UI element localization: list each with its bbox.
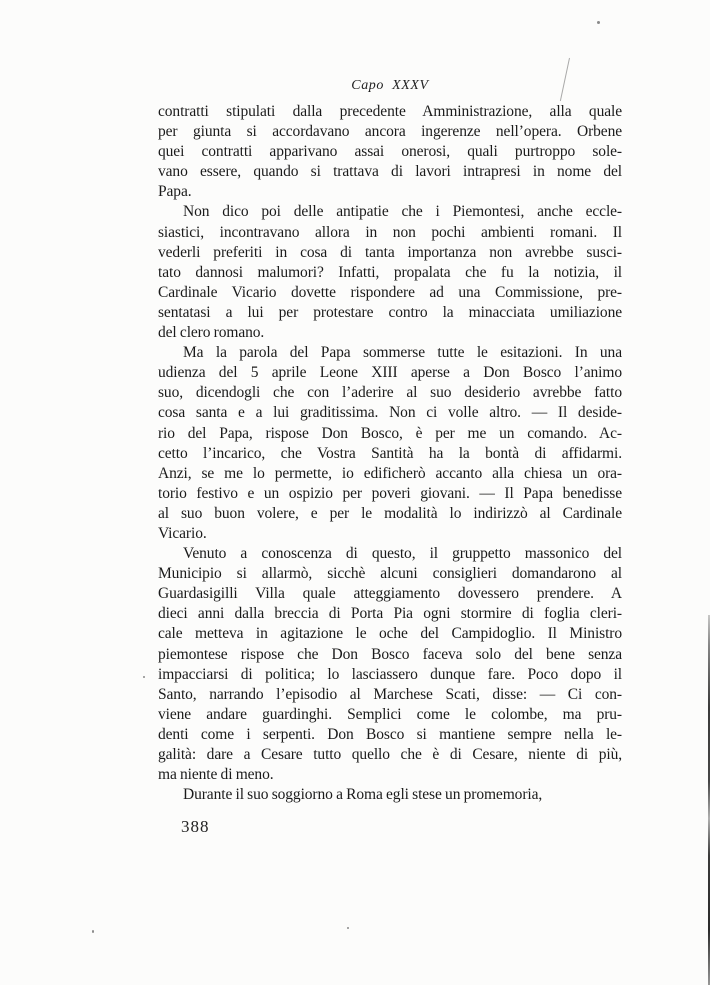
text-line: Anzi, se me lo permette, io edificherò accanto alla chiesa un ora- (158, 464, 622, 482)
text-line: vano essere, quando si trattava di lavori intrapresi in nome del (158, 163, 622, 181)
text-line: denti come i serpenti. Don Bosco si mantiene sempre nella le- (158, 725, 622, 743)
paragraph (158, 785, 622, 805)
text-line: del clero romano. (158, 324, 265, 342)
text-line: contratti stipulati dalla precedente Amministrazione, alla quale (158, 103, 622, 120)
text-line: Santo, narrando l’episodio al Marchese Scati, disse: — Ci con- (158, 685, 622, 703)
text-line: siastici, incontravano allora in non pochi ambienti romani. Il (158, 223, 622, 241)
text-line: galità: dare a Cesare tutto quello che è di Cesare, niente di più, (158, 746, 622, 763)
text-line: Venuto a conoscenza di questo, il gruppetto massonico del (183, 545, 622, 563)
text-line: suo, dicendogli che con l’aderire al suo desiderio avrebbe fatto (158, 384, 622, 402)
text-line: rio del Papa, rispose Don Bosco, è per me un comando. Ac- (158, 424, 622, 442)
chapter-running-head: Capo XXXV (351, 78, 429, 93)
page-number: 388 (181, 817, 210, 836)
text-line: cosa santa e a lui graditissima. Non ci volle altro. — Il deside- (158, 404, 622, 422)
page-body (158, 102, 622, 805)
text-line: cale metteva in agitazione le oche del Campidoglio. Il Ministro (158, 625, 622, 643)
text-line: vederli preferiti in cosa di tanta importanza non avrebbe susci- (158, 243, 622, 261)
text-line: Cardinale Vicario dovette rispondere ad una Commissione, pre- (158, 283, 622, 301)
scan-speck (597, 21, 600, 24)
paragraph (158, 343, 622, 544)
paragraph (158, 102, 622, 202)
text-line: quei contratti apparivano assai onerosi, quali purtroppo sole- (158, 143, 622, 161)
text-line: impacciarsi di politica; lo lasciassero dunque fare. Poco dopo il (158, 665, 622, 683)
text-line: cetto l’incarico, che Vostra Santità ha la bontà di affidarmi. (158, 444, 622, 462)
text-line: udienza del 5 aprile Leone XIII aperse a Don Bosco l’animo (158, 364, 622, 382)
text-line: tato dannosi malumori? Infatti, propalata che fu la notizia, il (158, 263, 622, 281)
text-line: Ma la parola del Papa sommerse tutte le esitazioni. In una (183, 344, 622, 362)
text-line: piemontese rispose che Don Bosco faceva solo del bene senza (158, 645, 622, 663)
scan-speck (347, 927, 349, 929)
text-line: Papa. (158, 183, 192, 201)
text-line: viene andare guardinghi. Semplici come le colombe, ma pru- (158, 705, 622, 723)
scan-speck (143, 676, 145, 678)
paragraph (158, 544, 622, 785)
scan-speck (92, 930, 94, 933)
text-line: ma niente di meno. (158, 766, 274, 784)
text-line: Municipio si allarmò, sicchè alcuni consiglieri domandarono al (158, 565, 622, 583)
text-line: per giunta si accordavano ancora ingerenze nell’opera. Orbene (158, 123, 622, 141)
paragraph (158, 202, 622, 343)
text-line: Guardasigilli Villa quale atteggiamento dovessero prendere. A (158, 585, 622, 603)
text-line: Vicario. (158, 524, 207, 542)
text-line: dieci anni dalla breccia di Porta Pia ogni stormire di foglia cleri- (158, 605, 622, 623)
text-line: Durante il suo soggiorno a Roma egli stese un promemoria, (183, 786, 543, 804)
text-line: torio festivo e un ospizio per poveri giovani. — Il Papa benedisse (158, 484, 622, 502)
text-line: al suo buon volere, e per le modalità lo indirizzò al Cardinale (158, 504, 622, 522)
text-line: Non dico poi delle antipatie che i Piemontesi, anche eccle- (183, 203, 622, 221)
text-line: sentatasi a lui per protestare contro la minacciata umiliazione (158, 303, 622, 321)
